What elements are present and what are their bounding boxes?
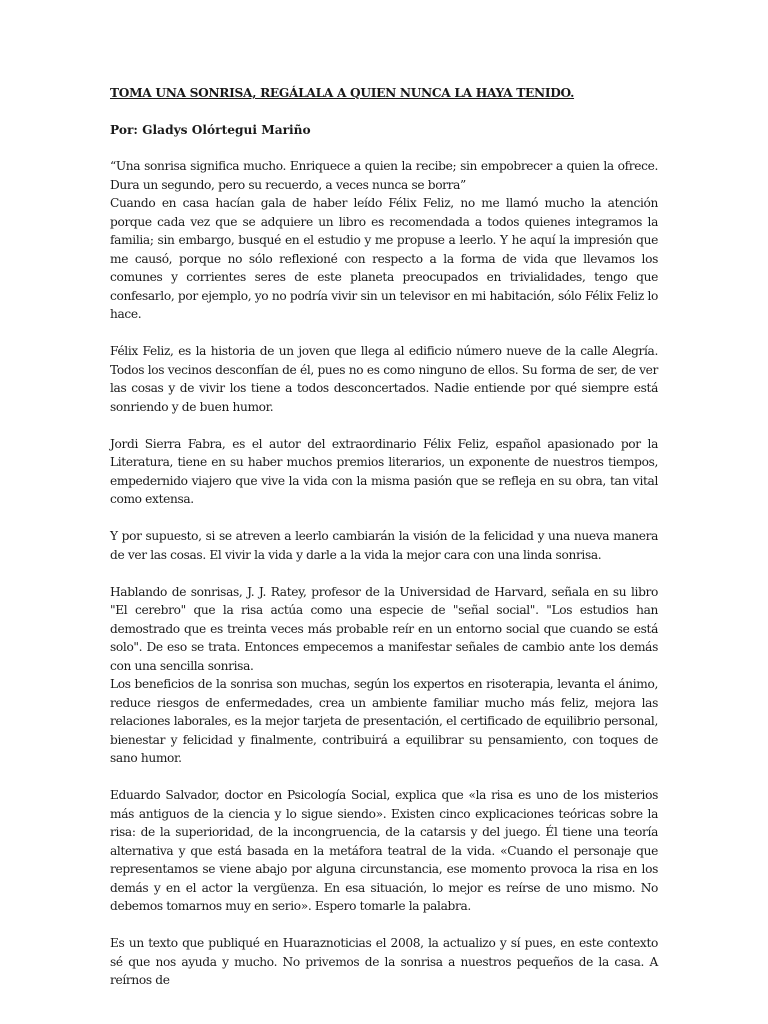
document-author: Por: Gladys Olórtegui Mariño bbox=[110, 122, 311, 137]
paragraph-family-reading: Cuando en casa hacían gala de haber leído Félix Feliz, no me llamó mucho la atención porque cada vez que se adquiere un libro es recomendada a todos quienes integramos la familia; sin embargo, busqué en el estudio y me propuse a leerlo. Y he aquí la impresión que me causó, porque no sólo reflexioné con respecto a la forma de vida que llevamos los comunes y corrientes seres de este planeta preocupados en trivialidades, tengo que confesarlo, por ejemplo, yo no podría vivir sin un televisor en mi habitación, sólo Félix Feliz lo hace. bbox=[110, 196, 658, 321]
paragraph-ratey: Hablando de sonrisas, J. J. Ratey, profesor de la Universidad de Harvard, señala en su libro "El cerebro" que la risa actúa como una especie de "señal social". "Los estudios han demostrado que es treinta veces más probable reír en un entorno social que cuando se está solo". De eso se trata. Entonces empecemos a manifestar señales de cambio ante los demás con una sencilla sonrisa. bbox=[110, 584, 658, 673]
paragraph-salvador: Eduardo Salvador, doctor en Psicología Social, explica que «la risa es uno de los misterios más antiguos de la ciencia y lo sigue siendo». Existen cinco explicaciones teóricas sobre la risa: de la superioridad, de la incongruencia, de la catarsis y del juego. Él tiene una teoría alternativa y que está basada en la metáfora teatral de la vida. «Cuando el personaje que representamos se viene abajo por alguna circunstancia, ese momento provoca la risa en los demás y en el actor la vergüenza. En esa situación, lo mejor es reírse de uno mismo. No debemos tomarnos muy en serio». Espero tomarle la palabra. bbox=[110, 788, 658, 913]
paragraph-benefits: Los beneficios de la sonrisa son muchas, según los expertos en risoterapia, levanta el ánimo, reduce riesgos de enfermedades, crea un ambiente familiar mucho más feliz, mejora las relaciones laborales, es la mejor tarjeta de presentación, el certificado de equilibrio personal, bienestar y felicidad y finalmente, contribuirá a equilibrar su pensamiento, con toques de sano humor. bbox=[110, 677, 658, 765]
paragraph-author-bio: Jordi Sierra Fabra, es el autor del extraordinario Félix Feliz, español apasionado por la Literatura, tiene en su haber muchos premios literarios, un exponente de nuestros tiempos, empedernido viajero que vive la vida con la misma pasión que se refleja en su obra, tan vital como extensa. bbox=[110, 436, 658, 506]
document-page bbox=[110, 84, 658, 1008]
paragraph-felix-feliz-story: Félix Feliz, es la historia de un joven que llega al edificio número nueve de la calle Alegría. Todos los vecinos desconfían de él, pues no es como ninguno de ellos. Su forma de ser, de ver las cosas y de vivir los tiene a todos desconcertados. Nadie entiende por qué siempre está sonriendo y de buen humor. bbox=[110, 344, 658, 414]
document-title: TOMA UNA SONRISA, REGÁLALA A QUIEN NUNCA LA HAYA TENIDO. bbox=[110, 86, 575, 100]
paragraph-invitation: Y por supuesto, si se atreven a leerlo cambiarán la visión de la felicidad y una nueva manera de ver las cosas. El vivir la vida y darle a la vida la mejor cara con una linda sonrisa. bbox=[110, 529, 658, 562]
paragraph-closing: Es un texto que publiqué en Huaraznoticias el 2008, la actualizo y sí pues, en este contexto sé que nos ayuda y mucho. No privemos de la sonrisa a nuestros pequeños de la casa. A reírnos de bbox=[110, 936, 658, 987]
opening-quote: “Una sonrisa significa mucho. Enriquece a quien la recibe; sin empobrecer a quien la ofrece. Dura un segundo, pero su recuerdo, a veces nunca se borra” bbox=[110, 159, 658, 192]
